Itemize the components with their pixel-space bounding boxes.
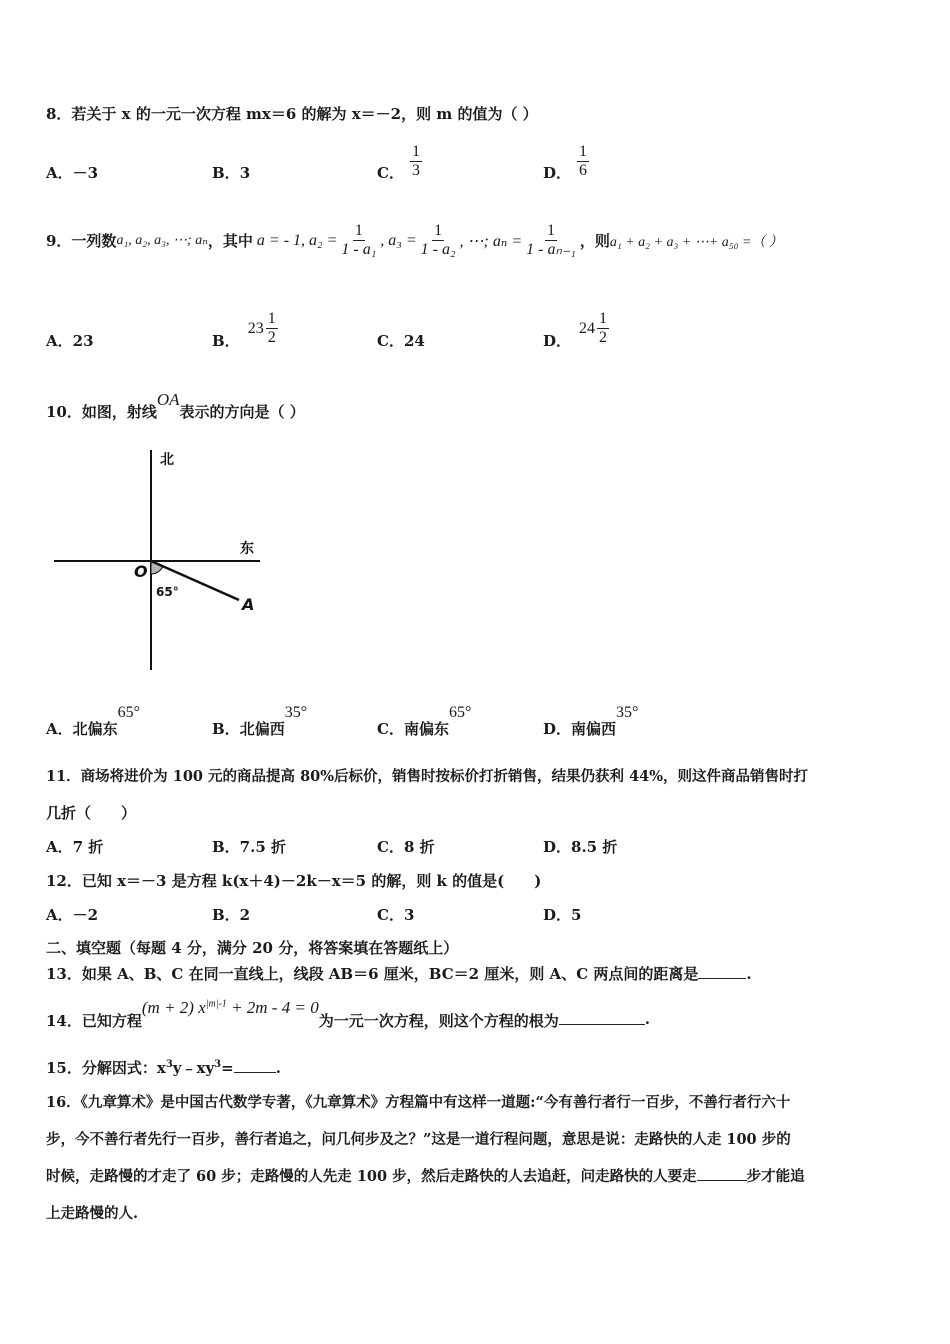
q16-line4: 上走路慢的人. [46, 1205, 139, 1222]
option-label: A． [46, 720, 73, 738]
q14-suffix: 为一元一次方程，则这个方程的根为 [318, 1012, 559, 1030]
answer-blank[interactable] [559, 1010, 645, 1025]
q10-option-d [543, 704, 638, 739]
north-label: 北 [160, 452, 174, 468]
option-label: B． [212, 164, 240, 182]
fraction [339, 222, 378, 260]
equation-exponent: |m|-1 [205, 998, 227, 1010]
denominator: 1 - aₙ₋₁ [526, 241, 576, 259]
q15-equals: = [221, 1059, 234, 1077]
degree-value: 65° [117, 704, 141, 721]
q10-option-b [212, 704, 307, 739]
definition: , ⋯; aₙ = [459, 232, 523, 250]
option-label: D． [543, 332, 572, 350]
option-value: 3 [239, 164, 251, 182]
q12-option-c: C．3 [377, 906, 415, 924]
q9-option-c [377, 330, 425, 351]
equation-rest: + 2m - 4 = 0 [231, 998, 319, 1017]
option-text: 北偏东 [72, 720, 118, 738]
q10-option-a [46, 704, 140, 739]
q10-stem [46, 390, 305, 422]
q12-stem: 12．已知 x＝－3 是方程 k(x＋4)－2k－x＝5 的解，则 k 的值是( ) [46, 872, 542, 890]
fraction [419, 222, 458, 260]
q15-stem [46, 1057, 281, 1078]
option-label: D． [543, 720, 572, 738]
q9-option-d [543, 306, 609, 351]
numerator: 1 [597, 310, 609, 329]
numerator: 1 [545, 222, 557, 241]
q8-option-d [543, 140, 589, 183]
option-value: －3 [72, 164, 99, 182]
q12-option-b: B．2 [212, 906, 251, 924]
direction-diagram [50, 448, 265, 673]
fraction [266, 310, 278, 348]
fraction [597, 310, 609, 348]
q16-line1: 16．《九章算术》是中国古代数学专著，《九章算术》方程篇中有这样一道题:“今有善行者行一百步，不善行者行六十 [46, 1094, 791, 1111]
option-text: 南偏东 [403, 720, 449, 738]
definition: , a₃ = [380, 231, 417, 249]
option-label: A． [46, 332, 73, 350]
q11-option-b: B．7.5 折 [212, 838, 286, 856]
fraction [577, 143, 589, 181]
definition: a = - 1, a₂ = [256, 231, 338, 249]
point-a-label: A [242, 595, 255, 614]
q14-prefix: 14．已知方程 [46, 1012, 142, 1030]
denominator: 2 [599, 329, 608, 346]
q14-end: . [644, 1010, 650, 1028]
exponent: 3 [214, 1059, 222, 1070]
east-label: 东 [240, 541, 254, 557]
option-label: A． [46, 164, 73, 182]
q11-option-d: D．8.5 折 [543, 838, 618, 856]
degree-value: 35° [284, 704, 308, 721]
q15-prefix: 15．分解因式：x [46, 1059, 166, 1077]
denominator: 1 - a₂ [420, 241, 456, 259]
angle-label: 65° [156, 585, 179, 599]
numerator: 1 [577, 143, 589, 162]
q16-line3 [46, 1165, 805, 1186]
denominator: 2 [267, 329, 276, 346]
equation-base: (m + 2) x [141, 998, 206, 1017]
q9-suffix: ，则 [579, 232, 610, 251]
numerator: 1 [266, 310, 278, 329]
q11-option-c: C．8 折 [377, 838, 435, 856]
fraction [410, 143, 422, 181]
q16-line3-end: 步才能追 [746, 1168, 805, 1185]
q16-line3-text: 时候，走路慢的才走了 60 步；走路慢的人先走 100 步，然后走路快的人去追赶，问走路快的人要走 [46, 1168, 697, 1185]
option-label: B． [212, 720, 240, 738]
option-text: 南偏西 [571, 720, 617, 738]
q11-option-a: A．7 折 [46, 838, 104, 856]
q11-stem-line1: 11．商场将进价为 100 元的商品提高 80%后标价，销售时按标价打折销售，结果仍获利 44%，则这件商品销售时打 [46, 768, 809, 785]
option-value: 23 [72, 332, 94, 350]
q9-option-b [212, 306, 278, 351]
answer-blank[interactable] [234, 1058, 276, 1073]
numerator: 1 [410, 143, 422, 162]
option-label: C． [377, 720, 404, 738]
numerator: 1 [432, 222, 444, 241]
q16-line2: 步，今不善行者先行一百步，善行者追之，问几何步及之？”这是一道行程问题，意思是说：走路快的人走 100 步的 [46, 1131, 791, 1148]
ray-label: OA [156, 390, 180, 409]
degree-value: 65° [448, 704, 472, 721]
denominator: 6 [579, 162, 588, 179]
q8-stem: 8．若关于 x 的一元一次方程 mx＝6 的解为 x＝－2，则 m 的值为（ ） [46, 105, 538, 123]
q13-stem [46, 963, 752, 984]
q8-option-a [46, 162, 98, 183]
q9-stem [46, 222, 783, 260]
q15-mid: y﹣xy [172, 1059, 215, 1077]
q13-end: . [746, 965, 752, 983]
q8-option-c [377, 140, 422, 183]
origin-label: O [134, 562, 148, 581]
option-value: 24 [403, 332, 425, 350]
q9-prefix: 9．一列数 [46, 232, 117, 251]
option-label: D． [543, 164, 572, 182]
option-label: B． [212, 332, 240, 350]
q9-mid: ，其中 [207, 232, 253, 251]
q13-text: 13．如果 A、B、C 在同一直线上，线段 AB＝6 厘米，BC＝2 厘米，则 A、C 两点间的距离是 [46, 965, 699, 983]
answer-blank[interactable] [697, 1166, 747, 1181]
q8-option-b [212, 162, 250, 183]
denominator: 1 - a₁ [341, 241, 377, 259]
numerator: 1 [353, 222, 365, 241]
exponent: 3 [165, 1059, 173, 1070]
q10-option-c [377, 704, 471, 739]
sequence: a₁, a₂, a₃, ⋯; aₙ [116, 233, 208, 249]
degree-value: 35° [616, 704, 639, 721]
q10-suffix: 表示的方向是（ ） [179, 403, 305, 421]
option-label: C． [377, 332, 404, 350]
q10-prefix: 10．如图，射线 [46, 403, 157, 421]
q14-stem [46, 998, 650, 1031]
q11-stem-line2: 几折（ ） [46, 804, 137, 822]
option-label: C． [377, 164, 404, 182]
sum-expression: a₁ + a₂ + a₃ + ⋯+ a₅₀ =（ ） [609, 234, 783, 250]
equation [142, 998, 319, 1018]
whole-part: 23 [247, 319, 264, 337]
q12-option-d: D．5 [543, 906, 582, 924]
denominator: 3 [411, 162, 420, 179]
whole-part: 24 [579, 319, 596, 337]
section-heading: 二、填空题（每题 4 分，满分 20 分，将答案填在答题纸上） [46, 939, 459, 957]
answer-blank[interactable] [698, 964, 746, 979]
fraction [524, 222, 578, 260]
q9-option-a [46, 330, 94, 351]
option-text: 北偏西 [239, 720, 285, 738]
q15-end: . [275, 1059, 281, 1077]
q12-option-a: A．－2 [46, 906, 99, 924]
